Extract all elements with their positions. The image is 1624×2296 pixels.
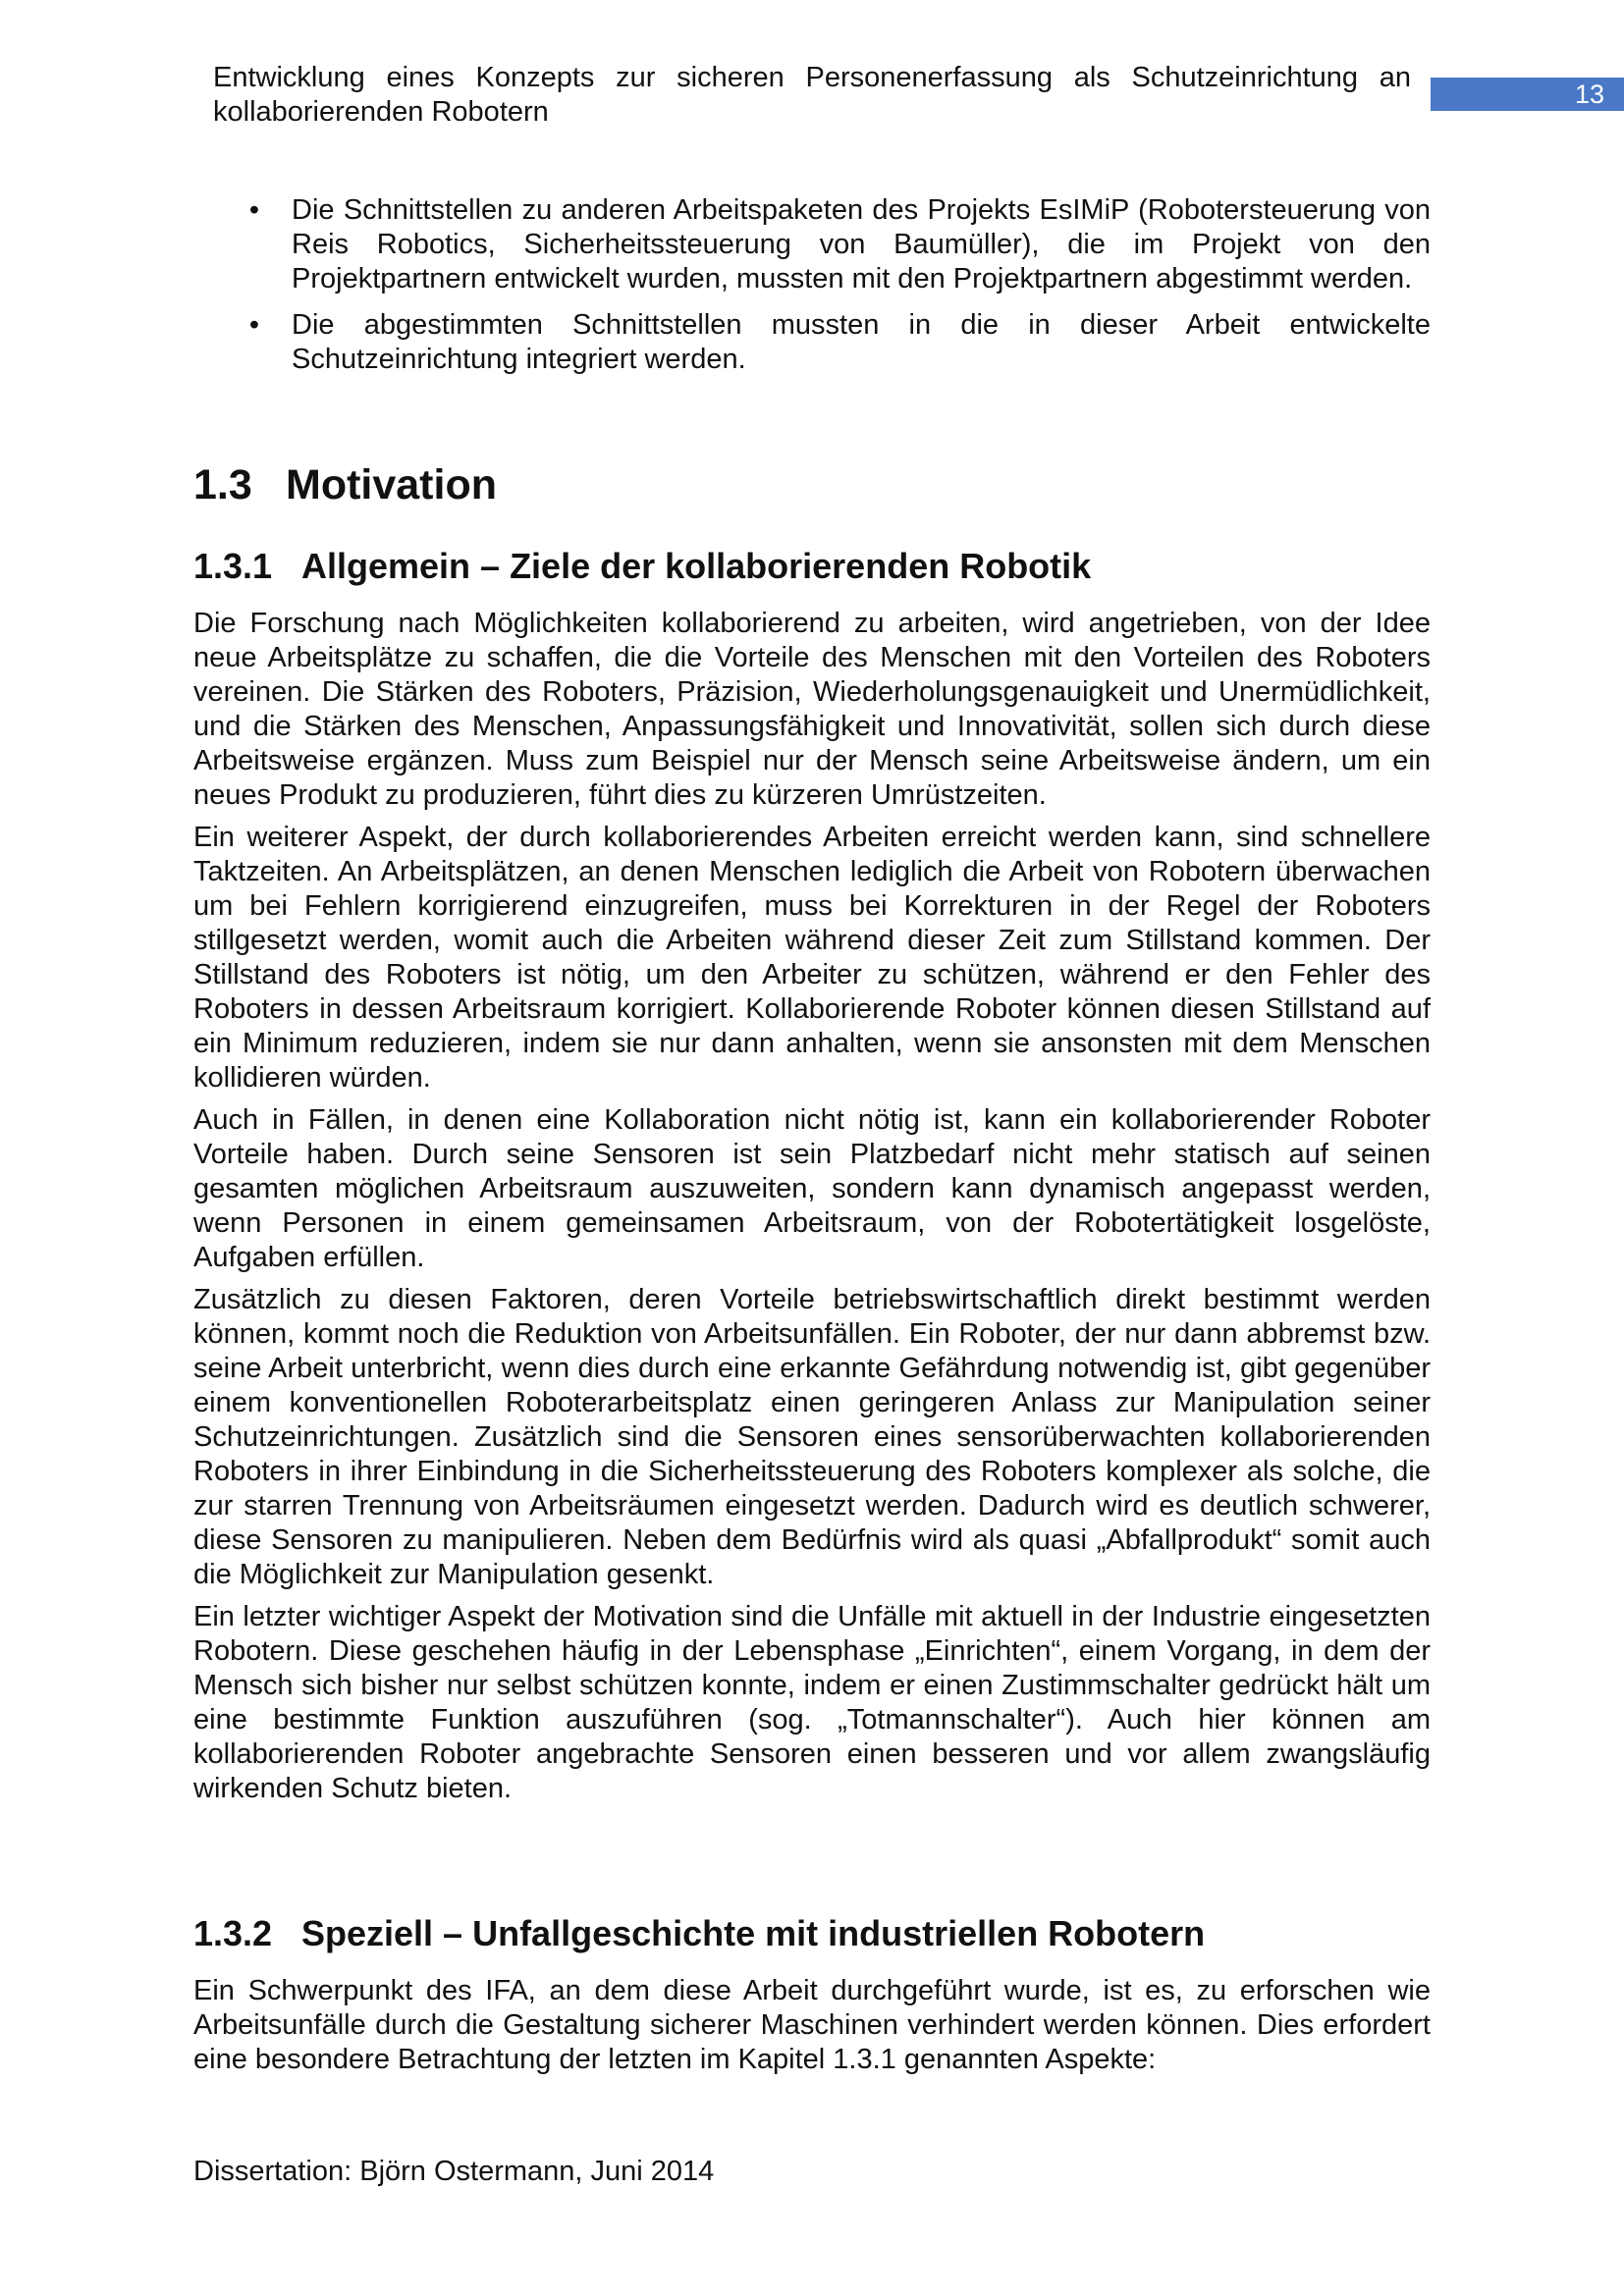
paragraph: Ein letzter wichtiger Aspekt der Motivation sind die Unfälle mit aktuell in der Industrie eingesetzten Robotern. Diese geschehen häufig in der Lebensphase „Einrichten“, einem Vorgang, in dem der Mensch sich bisher nur selbst schützen konnte, indem er einen Zustimmschalter gedrückt hält um eine bestimmte Funktion auszuführen (sog. „Totmannschalter“). Auch hier können am kollaborierenden Roboter angebrachte Sensoren einen besseren und vor allem zwangsläufig wirkenden Schutz bieten. <box>193 1601 1431 1804</box>
bullet-icon: • <box>248 309 260 341</box>
subsection-heading-1-3-2 <box>193 1912 1205 1955</box>
paragraph: Zusätzlich zu diesen Faktoren, deren Vorteile betriebswirtschaftlich direkt bestimmt werden können, kommt noch die Reduktion von Arbeitsunfällen. Ein Roboter, der nur dann abbremst bzw. seine Arbeit unterbricht, wenn dies durch eine erkannte Gefährdung notwendig ist, gibt gegenüber einem konventionellen Roboterarbeitsplatz einen geringeren Anlass zur Manipulation seiner Schutzeinrichtungen. Zusätzlich sind die Sensoren eines sensorüberwachten kollaborierenden Roboters in ihrer Einbindung in die Sicherheitssteuerung des Roboters komplexer als solche, die zur starren Trennung von Arbeitsräumen eingesetzt werden. Dadurch wird es deutlich schwerer, diese Sensoren zu manipulieren. Neben dem Bedürfnis wird als quasi „Abfallprodukt“ somit auch die Möglichkeit zur Manipulation gesenkt. <box>193 1284 1431 1590</box>
list-item <box>244 193 1431 296</box>
paragraph: Ein Schwerpunkt des IFA, an dem diese Arbeit durchgeführt wurde, ist es, zu erforschen wie Arbeitsunfälle durch die Gestaltung sicherer Maschinen verhindert werden können. Dies erfordert eine besondere Betrachtung der letzten im Kapitel 1.3.1 genannten Aspekte: <box>193 1975 1431 2075</box>
subsection-title: Allgemein – Ziele der kollaborierenden Robotik <box>301 546 1092 586</box>
paragraph: Ein weiterer Aspekt, der durch kollaborierendes Arbeiten erreicht werden kann, sind schnellere Taktzeiten. An Arbeitsplätzen, an denen Menschen lediglich die Arbeit von Robotern überwachen um bei Fehlern korrigierend einzugreifen, muss bei Korrekturen in der Regel der Roboters stillgesetzt werden, womit auch die Arbeiten während dieser Zeit zum Stillstand kommen. Der Stillstand des Roboters ist nötig, um den Arbeiter zu schützen, während er den Fehler des Roboters in dessen Arbeitsraum korrigiert. Kollaborierende Roboter können diesen Stillstand auf ein Minimum reduzieren, indem sie nur dann anhalten, wenn sie ansonsten mit dem Menschen kollidieren würden. <box>193 822 1431 1094</box>
bullet-text: Die Schnittstellen zu anderen Arbeitspaketen des Projekts EsIMiP (Robotersteuerung von Reis Robotics, Sicherheitssteuerung von Baumüller), die im Projekt von den Projektpartnern entwickelt wurden, mussten mit den Projektpartnern abgestimmt werden. <box>292 194 1431 294</box>
bullet-text: Die abgestimmten Schnittstellen mussten in die in dieser Arbeit entwickelte Schutzeinrichtung integriert werden. <box>292 309 1431 375</box>
page-number: 13 <box>1431 78 1624 111</box>
bullet-icon: • <box>248 194 260 226</box>
page-footer: Dissertation: Björn Ostermann, Juni 2014 <box>193 2156 715 2187</box>
paragraph: Auch in Fällen, in denen eine Kollaboration nicht nötig ist, kann ein kollaborierender Roboter Vorteile haben. Durch seine Sensoren ist sein Platzbedarf nicht mehr statisch auf seinen gesamten möglichen Arbeitsraum auszuweiten, sondern kann dynamisch angepasst werden, wenn Personen in einem gemeinsamen Arbeitsraum, von der Robotertätigkeit losgelöste, Aufgaben erfüllen. <box>193 1104 1431 1273</box>
paragraph: Die Forschung nach Möglichkeiten kollaborierend zu arbeiten, wird angetrieben, von der Idee neue Arbeitsplätze zu schaffen, die die Vorteile des Menschen mit den Vorteilen des Roboters vereinen. Die Stärken des Roboters, Präzision, Wiederholungsgenauigkeit und Unermüdlichkeit, und die Stärken des Menschen, Anpassungsfähigkeit und Innovativität, sollen sich durch diese Arbeitsweise ergänzen. Muss zum Beispiel nur der Mensch seine Arbeitsweise ändern, um ein neues Produkt zu produzieren, führt dies zu kürzeren Umrüstzeiten. <box>193 608 1431 811</box>
section-number: 1.3 <box>193 461 252 508</box>
running-header: Entwicklung eines Konzepts zur sicheren Personenerfassung als Schutzeinrichtung an kollaborierenden Robotern <box>213 62 1411 128</box>
bullet-list <box>244 193 1431 389</box>
subsection-title: Speziell – Unfallgeschichte mit industriellen Robotern <box>301 1913 1206 1953</box>
subsection-number: 1.3.2 <box>193 1913 273 1953</box>
section-heading-1-3 <box>193 459 497 510</box>
subsection-heading-1-3-1 <box>193 545 1091 588</box>
section-1-3-1-body <box>193 607 1431 1814</box>
section-1-3-2-body <box>193 1974 1431 2085</box>
subsection-number: 1.3.1 <box>193 546 273 586</box>
section-title: Motivation <box>286 461 497 508</box>
list-item <box>244 308 1431 377</box>
